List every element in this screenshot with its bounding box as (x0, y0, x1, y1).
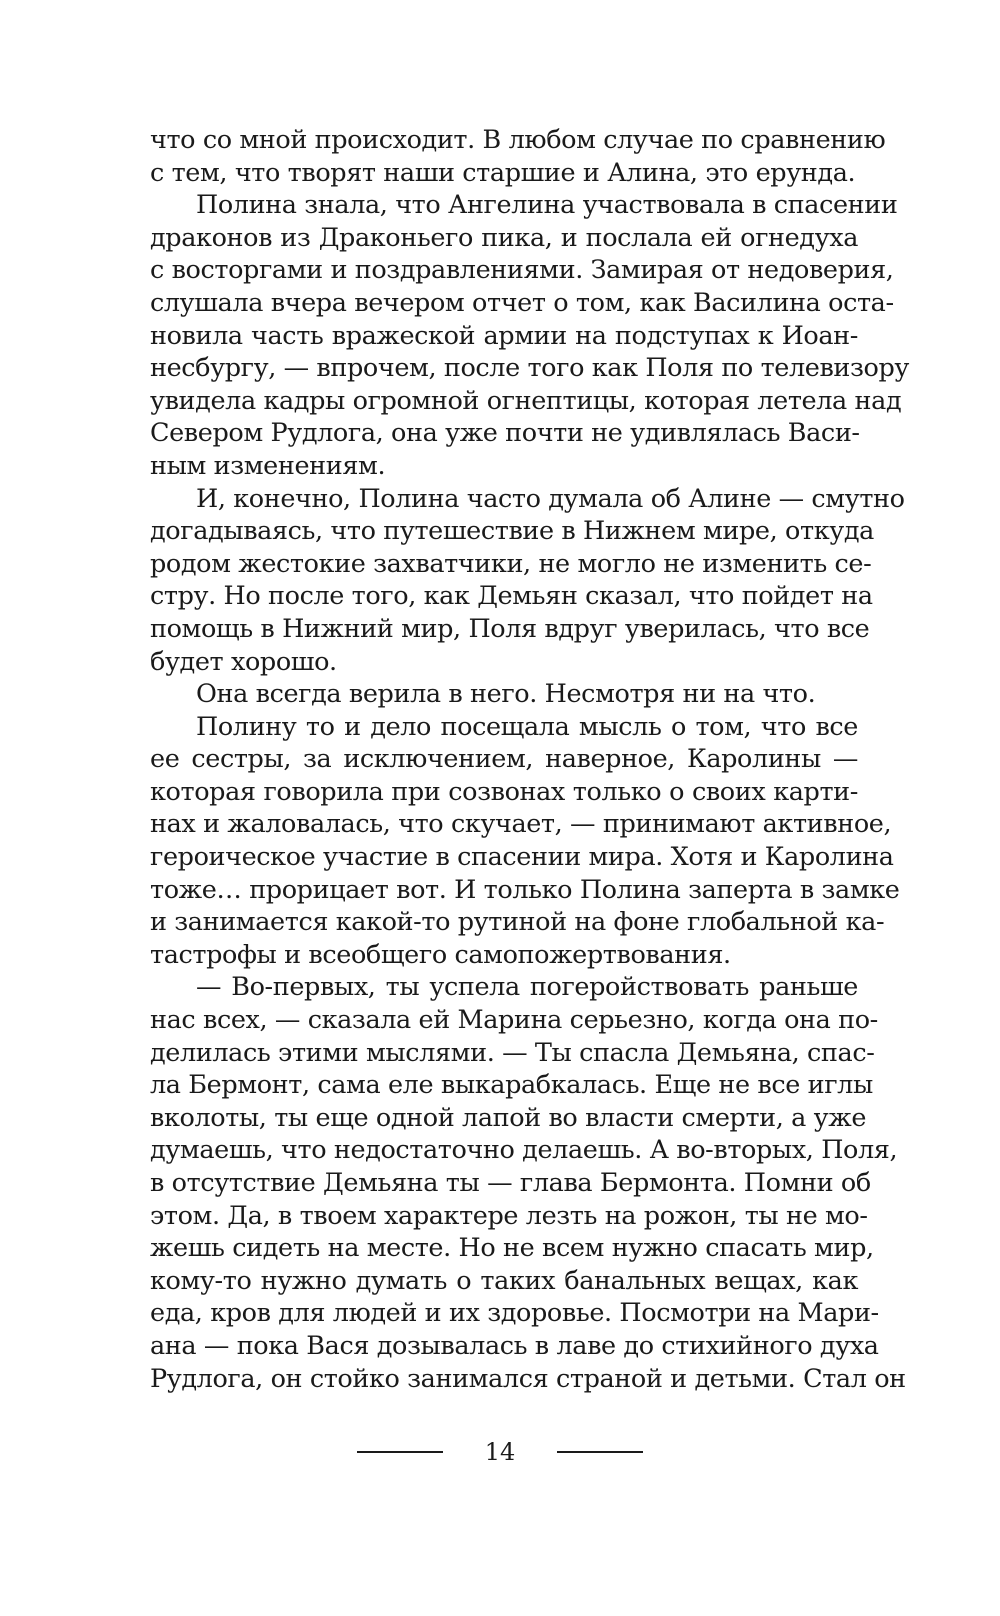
text-line: еда, кров для людей и их здоровье. Посмотри на Мари- (150, 1298, 879, 1329)
text-line: тоже… прорицает вот. И только Полина заперта в замке (150, 874, 900, 905)
text-line: Полину то и дело посещала мысль о том, что все (196, 711, 858, 742)
text-line: Она всегда верила в него. Несмотря ни на что. (196, 679, 816, 710)
text-line: — Во-первых, ты успела погеройствовать раньше (196, 972, 858, 1003)
text-line: которая говорила при созвонах только о своих карти- (150, 776, 858, 807)
text-line: ным изменениям. (150, 450, 386, 481)
text-line: стру. Но после того, как Демьян сказал, что пойдет на (150, 581, 873, 612)
text-line: с восторгами и поздравлениями. Замирая от недоверия, (150, 255, 894, 286)
text-line: в отсутствие Демьяна ты — глава Бермонта. Помни об (150, 1168, 871, 1198)
text-line: ана — пока Вася дозывалась в лаве до стихийного духа (150, 1330, 879, 1361)
text-line: слушала вчера вечером отчет о том, как Василина оста- (150, 287, 894, 318)
text-line: этом. Да, в твоем характере лезть на рожон, ты не мо- (150, 1200, 868, 1231)
text-line: ее сестры, за исключением, наверное, Каролины — (150, 744, 858, 775)
book-page-text (150, 124, 910, 1395)
text-line: драконов из Драконьего пика, и послала ей огнедуха (150, 222, 858, 253)
text-line: Полина знала, что Ангелина участвовала в спасении (196, 190, 898, 221)
text-line: И, конечно, Полина часто думала об Алине — смутно (196, 483, 905, 514)
text-line: героическое участие в спасении мира. Хотя и Каролина (150, 842, 894, 873)
text-line: с тем, что творят наши старшие и Алина, это ерунда. (150, 157, 856, 188)
text-line: нас всех, — сказала ей Марина серьезно, когда она по- (150, 1005, 878, 1036)
page-footer (0, 1432, 1000, 1472)
text-line: родом жестокие захватчики, не могло не изменить се- (150, 548, 872, 579)
text-line: делилась этими мыслями. — Ты спасла Демьяна, спас- (150, 1037, 875, 1068)
text-line: догадываясь, что путешествие в Нижнем мире, откуда (150, 516, 874, 547)
page-number: 14 (484, 1438, 516, 1466)
footer-rule-right (557, 1451, 643, 1453)
text-line: кому-то нужно думать о таких банальных вещах, как (150, 1265, 858, 1296)
text-line: и занимается какой-то рутиной на фоне глобальной ка- (150, 907, 885, 938)
text-line: помощь в Нижний мир, Поля вдруг уверилась, что все (150, 613, 870, 644)
text-line: несбургу, — впрочем, после того как Поля по телевизору (150, 353, 910, 384)
text-line: что со мной происходит. В любом случае по сравнению (150, 125, 886, 155)
text-line: Рудлога, он стойко занимался страной и детьми. Стал он (150, 1363, 906, 1394)
footer-rule-left (357, 1451, 443, 1453)
text-line: Севером Рудлога, она уже почти не удивлялась Васи- (150, 418, 860, 449)
text-line: будет хорошо. (150, 646, 337, 677)
text-line: думаешь, что недостаточно делаешь. А во-вторых, Поля, (150, 1135, 898, 1166)
text-line: нах и жаловалась, что скучает, — принимают активное, (150, 809, 892, 840)
text-line: новила часть вражеской армии на подступах к Иоан- (150, 320, 858, 351)
text-line: тастрофы и всеобщего самопожертвования. (150, 939, 731, 970)
text-line: ла Бермонт, сама еле выкарабкалась. Еще не все иглы (150, 1070, 873, 1101)
text-line: вколоты, ты еще одной лапой во власти смерти, а уже (150, 1102, 867, 1133)
text-line: увидела кадры огромной огнептицы, которая летела над (150, 385, 902, 416)
text-line: жешь сидеть на месте. Но не всем нужно спасать мир, (150, 1233, 874, 1264)
